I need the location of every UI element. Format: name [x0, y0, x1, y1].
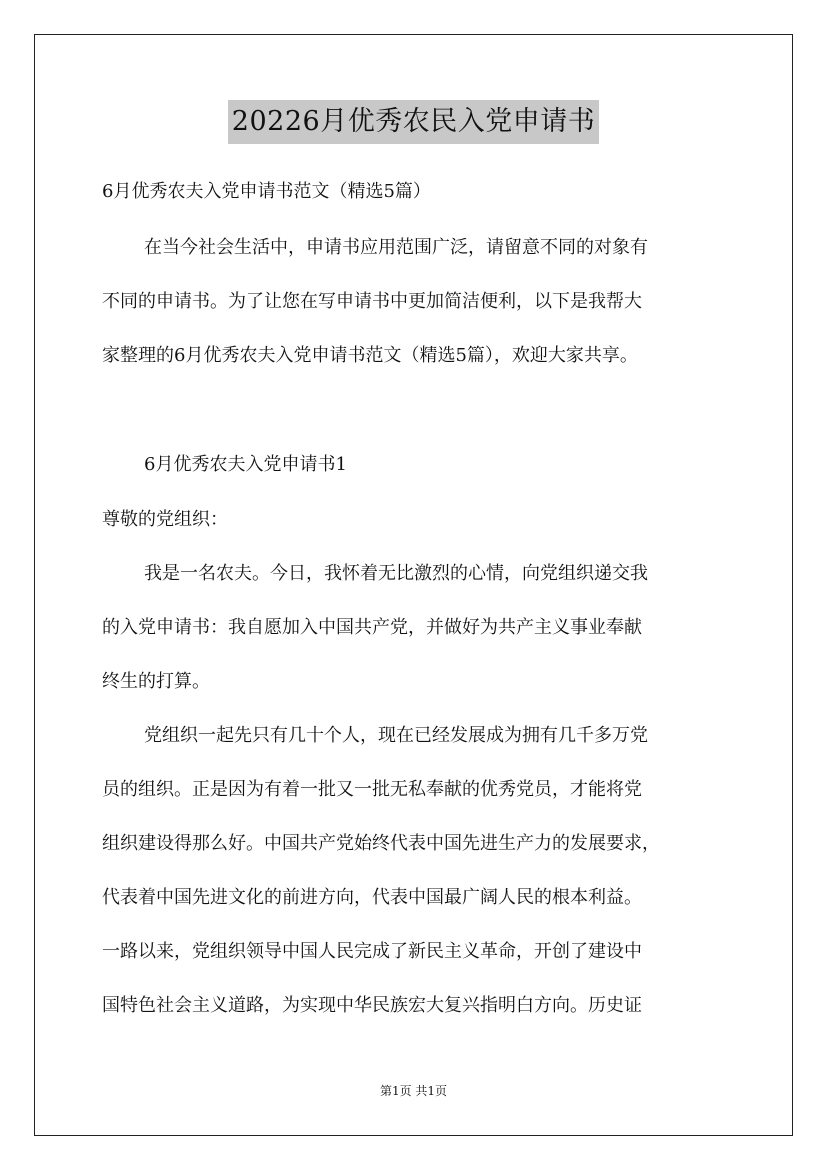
salutation: 尊敬的党组织：	[102, 509, 228, 530]
paragraph-line: 终生的打算。	[102, 671, 210, 692]
paragraph-line: 员的组织。正是因为有着一批又一批无私奉献的优秀党员，才能将党	[102, 779, 642, 800]
page-footer: 第1页 共1页	[379, 1084, 448, 1098]
paragraph-line: 代表着中国先进文化的前进方向，代表中国最广阔人民的根本利益。	[102, 887, 642, 908]
paragraph-line: 的入党申请书：我自愿加入中国共产党，并做好为共产主义事业奉献	[102, 617, 642, 638]
paragraph-line: 我是一名农夫。今日，我怀着无比激烈的心情，向党组织递交我	[144, 563, 648, 584]
intro-line: 不同的申请书。为了让您在写申请书中更加简洁便利，以下是我帮大	[102, 291, 642, 312]
document-title-wrap	[0, 100, 827, 144]
paragraph-line: 党组织一起先只有几十个人，现在已经发展成为拥有几千多万党	[144, 725, 648, 746]
document-title: 20226月优秀农民入党申请书	[228, 100, 599, 144]
paragraph-line: 组织建设得那么好。中国共产党始终代表中国先进生产力的发展要求，	[102, 833, 660, 854]
section-heading: 6月优秀农夫入党申请书1	[144, 454, 347, 475]
paragraph-line: 一路以来，党组织领导中国人民完成了新民主义革命，开创了建设中	[102, 941, 642, 962]
intro-line: 家整理的6月优秀农夫入党申请书范文（精选5篇），欢迎大家共享。	[102, 345, 638, 366]
intro-line: 在当今社会生活中，申请书应用范围广泛，请留意不同的对象有	[144, 237, 648, 258]
document-subtitle: 6月优秀农夫入党申请书范文（精选5篇）	[102, 181, 431, 202]
paragraph-line: 国特色社会主义道路，为实现中华民族宏大复兴指明白方向。历史证	[102, 995, 642, 1016]
